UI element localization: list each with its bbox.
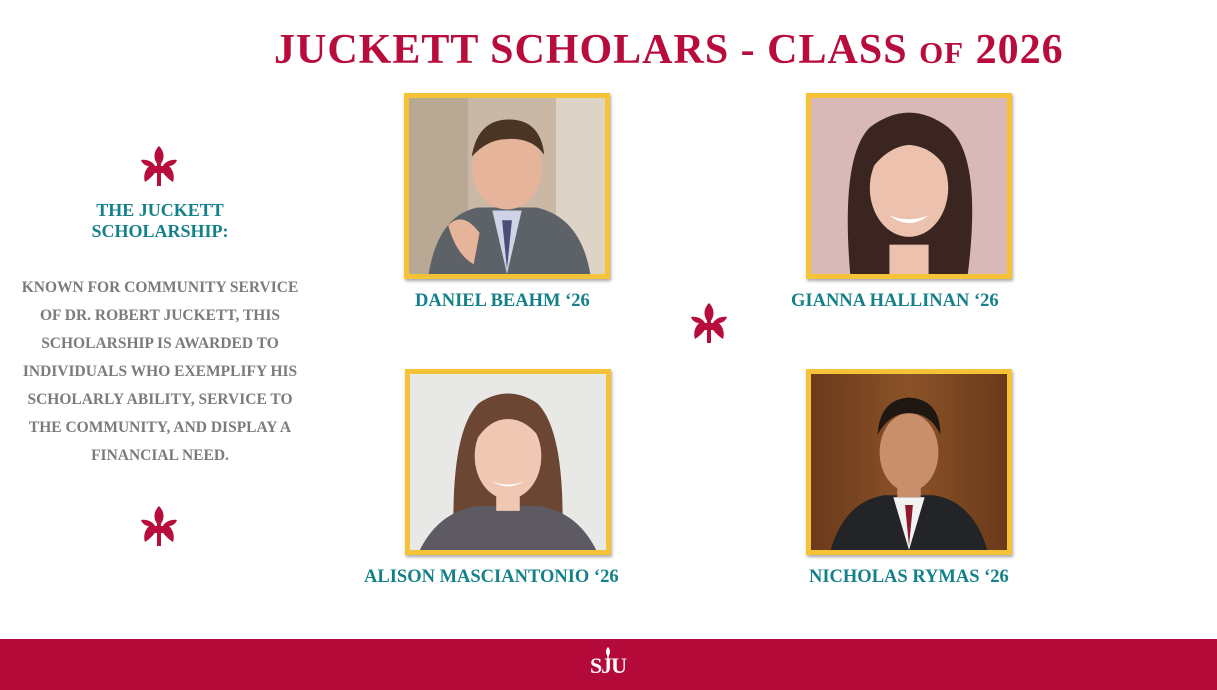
- scholar-name-nicholas: NICHOLAS RYMAS ‘26: [809, 567, 1009, 587]
- title-year: 2026: [964, 27, 1064, 73]
- scholar-name-alison: ALISON MASCIANTONIO ‘26: [364, 567, 619, 587]
- scholarship-description: KNOWN FOR COMMUNITY SERVICE OF DR. ROBERT JUCKETT, THIS SCHOLARSHIP IS AWARDED TO INDIVIDUALS WHO EXEMPLIFY HIS SCHOLARLY ABILITY, SERVICE TO THE COMMUNITY, AND DISPLAY A FINANCIAL NEED.: [21, 279, 299, 464]
- scholarship-heading: THE JUCKETT SCHOLARSHIP:: [91, 200, 229, 241]
- scholar-photo-alison: [405, 369, 611, 555]
- fleur-de-lis-icon: [689, 301, 729, 345]
- scholar-photo-gianna: [806, 93, 1012, 279]
- scholar-name-gianna: GIANNA HALLINAN ‘26: [791, 291, 999, 311]
- scholar-photo-daniel: [404, 93, 610, 279]
- fleur-de-lis-icon: [139, 144, 179, 188]
- footer-logo-text: SJU: [589, 653, 627, 678]
- title-main: JUCKETT SCHOLARS - CLASS: [274, 27, 920, 73]
- title-of: OF: [919, 35, 965, 70]
- fleur-de-lis-icon: [139, 504, 179, 548]
- scholar-name-daniel: DANIEL BEAHM ‘26: [415, 291, 590, 311]
- scholar-photo-nicholas: [806, 369, 1012, 555]
- page-title: [274, 26, 1174, 77]
